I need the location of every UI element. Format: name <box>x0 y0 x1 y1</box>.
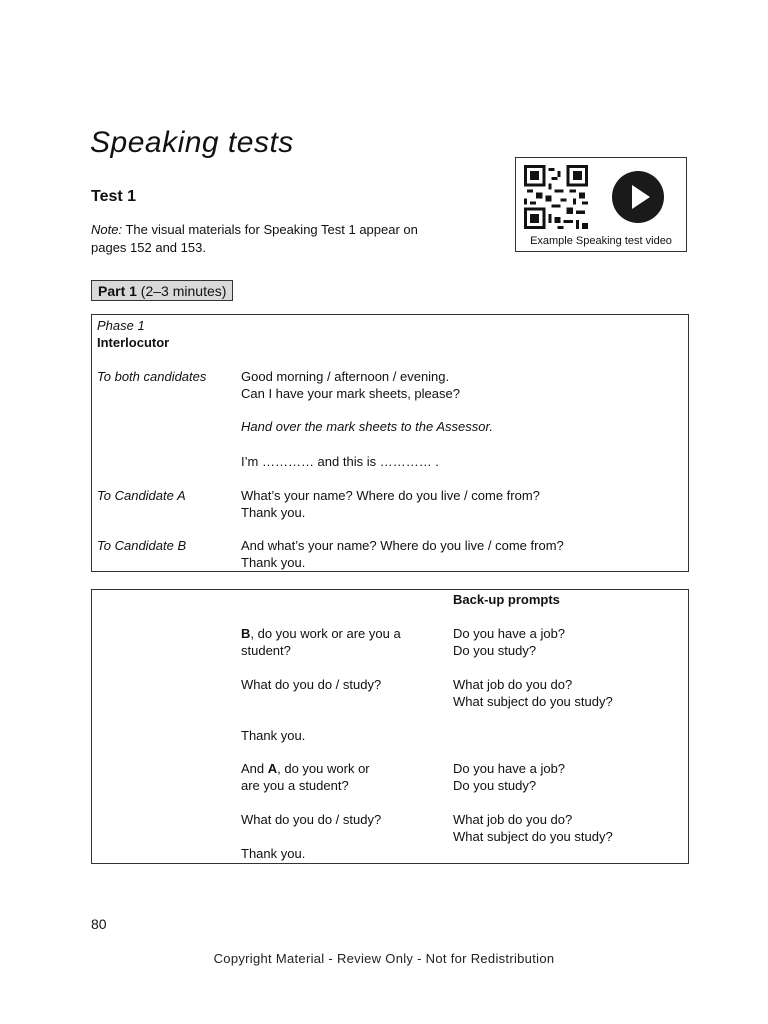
role-label: Interlocutor <box>97 335 170 350</box>
phase1-box <box>91 314 689 572</box>
note-text: The visual materials for Speaking Test 1 appear on <box>122 222 418 237</box>
page-title: Speaking tests <box>90 126 294 159</box>
question-text: , do you work or are you a <box>250 626 401 641</box>
thanks-line: Thank you. <box>241 728 306 743</box>
test-heading: Test 1 <box>91 188 137 205</box>
instruction-line: Hand over the mark sheets to the Assessor. <box>241 419 493 434</box>
video-link-box[interactable] <box>515 157 687 252</box>
row-label: To both candidates <box>97 369 207 384</box>
backup-prompt: What job do you do? <box>453 677 573 692</box>
copyright-notice: Copyright Material - Review Only - Not for Redistribution <box>213 951 555 966</box>
script-line: Can I have your mark sheets, please? <box>241 386 460 401</box>
row-label: To Candidate A <box>97 488 186 503</box>
backup-prompt: Do you study? <box>453 778 537 793</box>
script-line: Thank you. <box>241 505 306 520</box>
script-line: I’m ………… and this is ………… . <box>241 454 439 469</box>
page-number: 80 <box>91 916 107 932</box>
question-line <box>241 625 401 642</box>
phase-label: Phase 1 <box>97 318 145 333</box>
backup-prompt: Do you have a job? <box>453 761 566 776</box>
script-line: What’s your name? Where do you live / come from? <box>241 488 540 503</box>
question-line: are you a student? <box>241 778 349 793</box>
question-text: And <box>241 761 268 776</box>
phase2-box <box>91 589 689 864</box>
video-caption: Example Speaking test video <box>530 235 672 247</box>
row-label: To Candidate B <box>97 538 187 553</box>
script-line: And what’s your name? Where do you live / come from? <box>241 538 564 553</box>
play-icon[interactable] <box>612 171 664 223</box>
backup-prompt: What subject do you study? <box>453 829 613 844</box>
part-label <box>91 280 233 301</box>
script-line: Good morning / afternoon / evening. <box>241 369 450 384</box>
qr-code-icon <box>524 165 588 229</box>
script-line: Thank you. <box>241 555 306 570</box>
thanks-line: Thank you. <box>241 846 306 861</box>
candidate-letter: A <box>267 761 278 776</box>
question-line <box>241 760 370 777</box>
backup-prompt: Do you study? <box>453 643 537 658</box>
backup-header: Back-up prompts <box>453 592 560 607</box>
backup-prompt: Do you have a job? <box>453 626 566 641</box>
note-label: Note: <box>91 222 123 237</box>
candidate-letter: B <box>241 626 251 641</box>
question-line: What do you do / study? <box>241 677 382 692</box>
question-line: What do you do / study? <box>241 812 382 827</box>
backup-prompt: What job do you do? <box>453 812 573 827</box>
question-line: student? <box>241 643 291 658</box>
note-paragraph <box>91 221 471 257</box>
part-duration: (2–3 minutes) <box>136 283 227 299</box>
note-text-2: pages 152 and 153. <box>91 240 206 255</box>
question-text: , do you work or <box>277 761 370 776</box>
backup-prompt: What subject do you study? <box>453 694 613 709</box>
part-number: Part 1 <box>98 283 137 299</box>
